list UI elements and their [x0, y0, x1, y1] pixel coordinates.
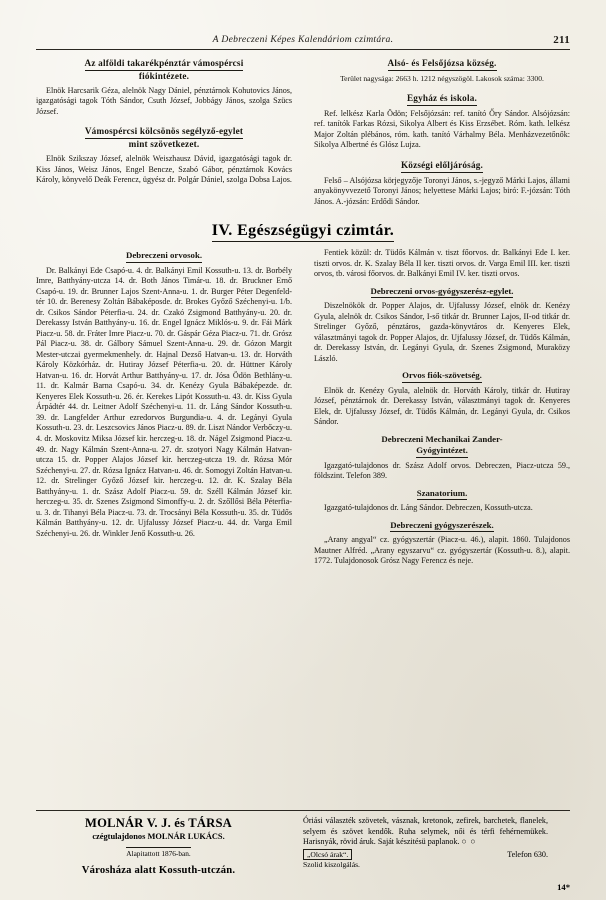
stats-also-felsojozsa: Terület nagysága: 2663 h. 1212 négyszögöl. Lakosok száma: 3300.	[340, 73, 544, 83]
ad-company-block	[36, 816, 292, 876]
heading-zander-line1: Debreczeni Mechanikai Zander-	[381, 433, 503, 444]
heading-vamospercsi-egylet	[36, 126, 292, 151]
body-kozsegi-eloljarosag: Felső – Alsójózsa körjegyzője Toronyi János, s.-jegyző Márki Lajos, állami anyakönyvvezető Toronyi János; helyettese Márki Lajos; biró: F.-józsán: Tóth János. A.-józsán: Erdődi Sándor.	[314, 175, 570, 206]
heading-orvos-gyogyszeresz-egylet-text: Debreczeni orvos-gyógyszerész-egylet.	[371, 286, 514, 298]
left-column-top	[36, 58, 303, 209]
body-egyhaz-iskola: Ref. lelkész Karla Ödön; Felsőjózsán: ref. tanító Őry Sándor. Alsójózsán: ref. tanítók Farkas Rózsi, Sikolya Albert és Kiss Erzsébet. Róm. kath. lelkész Major Zoltán plébános, róm. kath. tanító Várhalmy Béla. Menházvezetőnők: Sikolya Albertné és Glósz Lujza.	[314, 108, 570, 150]
heading-alfoldi-line1: Az alföldi takarékpénztár vámospércsi	[85, 58, 244, 71]
heading-also-felsojozsa-text: Alsó- és Felsőjózsa község.	[388, 58, 497, 71]
heading-egyhaz-iskola-text: Egyház és iskola.	[407, 93, 477, 106]
list-debreczeni-orvosok: Dr. Balkányi Ede Csapó-u. 4. dr. Balkányi Emil Kossuth-u. 13. dr. Borbély Imre, Batthyány-utcza 14. dr. Both János Timár-u. 18. dr. Bruckner Ernő Csapó-u. 19. dr. Brunner Lajos Szent-Anna-u. 1. dr. Burger Péter Degenfeld-tér 10. dr. Berenesy Zoltán Bábaképosde. dr. Brokes Győző Széchenyi-u. 1/b. dr. Csikos Sándor Péterfia-u. 24. dr. Czakó Zsigmond Batthyány-u. 20. dr. Derekassy István Batthyány-u. 16. dr. Engel Ignácz Miklós-u. 9. dr. Fái Márk Piacz-u. 58. dr. Fráter Imre Piacz-u. 70. dr. Gáspár Géza Piacz-u. 71. dr. Grósz Pál Piacz-u. 38. dr. Gálbory Sámuel Szent-Anna-u. 29. dr. Gózon Margit Mester-utczai gyermekmenhely. dr. Hajnal Dezső Hatvan-u. 13. dr. Horváth Károly Közkórház. dr. Hutiray József Péterfia-u. 20. dr. Hüttner Károly Hatvan-u. 16. dr. Horvát Arthur Batthyány-u. 17. dr. Jósa Ödön Bethlány-u. 11. dr. Kalmár Barna Csapó-u. 34. dr. Kenézy Gyula Bábaképezde. dr. Kenyeres Elek Kossuth-u. 26. ér. Kerekes Lipót Kossuth-u. 43. dr. Kiss Gyula Árpádtér 44. dr. Leitner Adolf Széchenyi-u. 11. dr. Láng Sándor Kossuth-u. 39. dr. Langfelder Arthur ezredorvos Burgundia-u. 4. dr. Legányi Gyula Kossuth-u. 23. dr. Leszcsovics János Piacz-u. 89. dr. Liszt Nándor Verbőczy-u. 4. dr. Moskovitz Miksa József kir. herczeg-u. 18. dr. Nágel Zsigmond Piacz-u. 49. dr. Nagy Kálmán Szent-Anna-u. 27. dr. szotyori Nagy Kálmán Hatvan-utcza 15. dr. Popper Alajos József kir. herczeg-utcza 19. dr. Rózsa Mór Széchenyi-u. 27. dr. Rózsa Ignácz Hatvan-u. 46. dr. Somogyi Zoltán Hatvan-u. 12. dr. Strelinger Győző József kir. herczeg-u. 12. dr. K. Szalay Béla Batthyány-u. 1. dr. Szász Adolf Piacz-u. 59. dr. Széll Kálmán József kir. herczeg-u. 35. dr. Szenes Zsigmond Simonffy-u. 2. dr. Szőllősi Béla Péterfia-u. 3. dr. Tihanyi Béla Piacz-u. 73. dr. Trocsányi Béla Kossuth-u. 35. dr. Tüdős Kálmán Batthyány-u. 12. dr. Ujfalussy József Piacz-u. 44. dr. Varga Emil Széchenyi-u. 26. dr. Winkler Jenő Kossuth-u. 26.	[36, 265, 292, 538]
heading-debreczeni-gyogyszereszek-text: Debreczeni gyógyszerészek.	[390, 520, 493, 532]
signature-mark: 14*	[557, 882, 570, 892]
heading-kozsegi-eloljarosag-text: Községi előljáróság.	[401, 160, 483, 173]
right-column-top	[303, 58, 570, 209]
list-debreczeni-orvosok-continued: Fentiek közül: dr. Tüdős Kálmán v. tiszt főorvos. dr. Balkányi Ede I. ker. tiszti orvos. dr. K. Szalay Béla II ker. tiszti orvos. dr. Varga Emil III. ker. tiszti orvos, tb. városi főorvos. dr. Balkányi Emil IV. ker. tiszti orvos.	[314, 248, 570, 279]
heading-szanatorium-text: Szanatorium.	[417, 488, 468, 500]
main-section-title	[36, 222, 570, 242]
heading-zander-gyogyintezet	[314, 434, 570, 458]
header-rule	[36, 49, 570, 50]
ad-price-sub: Szolid kiszolgálás.	[303, 860, 360, 870]
heading-alfoldi-takarekpenztar	[36, 58, 292, 83]
main-two-column-block	[36, 248, 570, 568]
right-column-main	[303, 248, 570, 568]
body-alfoldi-takarekpenztar: Elnök Harcsarik Géza, alelnök Nagy Dániel, pénztárnok Kohutovics János, igazgatósági tagok Tóth Sándor, Csuth József, Jobbágy János, szolga Szücs József.	[36, 85, 292, 116]
heading-alfoldi-line2: fiókintézete.	[138, 70, 190, 81]
heading-debreczeni-orvosok-text: Debreczeni orvosok.	[126, 250, 202, 262]
running-head	[36, 34, 570, 48]
running-head-title: A Debreczeni Képes Kalendáriom czimtára.	[212, 34, 394, 45]
page-number: 211	[553, 34, 570, 46]
ad-phone: Telefon 630.	[507, 849, 548, 859]
ad-founded-year: Alapitattott 1876-ban.	[126, 849, 191, 858]
footer-columns	[36, 816, 570, 876]
heading-vamospercsi-line2: mint szövetkezet.	[128, 139, 200, 150]
ad-price-label: „Olcsó árak“.	[303, 849, 352, 861]
ad-company-name: MOLNÁR V. J. és TÁRSA	[85, 816, 232, 830]
footer-rule	[36, 810, 570, 811]
heading-debreczeni-orvosok	[36, 250, 292, 262]
body-orvos-fiok-szovetseg: Elnök dr. Kenézy Gyula, alelnök dr. Horváth Károly, titkár dr. Hutiray József, pénztárnok dr. Derekassy István, választmányi tagok dr. Kenyeres Elek, dr. Ujfalussy József, dr. Tüdős Kálmán, dr. Legányi Gyula, dr. Csikos Sándor.	[314, 385, 570, 427]
body-orvos-gyogyszeresz-egylet: Diszelnökök dr. Popper Alajos, dr. Ujfalussy József, elnök dr. Kenézy Gyula, alelnök dr. Csikos Sándor, I-ső titkár dr. Brunner Lajos, II-od titkár dr. Strelinger Győző, pénztáros, gazda-könyvtáros dr. Kenyeres Elek, választmányi tagok dr. Popper Alajos, dr. Ujfalussy József, dr. Tüdős Kálmán, dr. Derekassy István, dr. Legányi Gyula, dr. Szenes Zsigmond, Muraközy László.	[314, 301, 570, 363]
heading-also-felsojozsa	[314, 58, 570, 71]
ad-price-row	[303, 849, 548, 861]
heading-zander-line2: Gyógyintézet.	[416, 445, 468, 457]
left-column-main	[36, 248, 303, 568]
heading-orvos-fiok-szovetseg-text: Orvos fiók-szövetség.	[402, 370, 482, 382]
heading-egyhaz-iskola	[314, 93, 570, 106]
top-two-column-block	[36, 58, 570, 209]
ad-price-left	[303, 849, 352, 861]
main-section-title-text: IV. Egészségügyi czimtár.	[212, 222, 394, 242]
heading-debreczeni-gyogyszereszek	[314, 520, 570, 532]
body-zander-gyogyintezet: Igazgató-tulajdonos dr. Szász Adolf orvos. Debreczen, Piacz-utcza 59., földszint. Telefon 389.	[314, 460, 570, 481]
ad-goods-block	[292, 816, 548, 876]
ad-owner-line: czégtulajdonos MOLNÁR LUKÁCS.	[92, 832, 225, 841]
ad-address: Városháza alatt Kossuth-utczán.	[81, 865, 236, 876]
ad-goods-text: Óriási választék szövetek, vásznak, kretonok, zefirek, barchetek, flanelek, selyem és szövet kendők. Ruha selymek, női és térfi fehérnemükek. Harisnyák, rövid áruk. Saját készitésü paplanok.	[303, 816, 548, 847]
body-vamospercsi-egylet: Elnök Szikszay József, alelnök Weiszhausz Dávid, igazgatósági tagok dr. Kiss János, Weisz János, Engel Bencze, Szabó Gábor, pénztárnok Kovács Károly, könyvelő Deák Ferencz, ügyész dr. Polgár Dániel, szolga Dobsa Lajos.	[36, 154, 292, 185]
heading-szanatorium	[314, 488, 570, 500]
ad-dots-left: ○ ○	[461, 837, 477, 847]
body-szanatorium: Igazgató-tulajdonos dr. Láng Sándor. Debreczen, Kossuth-utcza.	[324, 503, 533, 513]
heading-orvos-fiok-szovetseg	[314, 370, 570, 382]
heading-kozsegi-eloljarosag	[314, 160, 570, 173]
heading-orvos-gyogyszeresz-egylet	[314, 286, 570, 298]
footer-advertisement	[36, 810, 570, 876]
heading-vamospercsi-line1: Vámospércsi kölcsönös segélyző-egylet	[85, 126, 243, 139]
page-content	[36, 34, 570, 870]
body-debreczeni-gyogyszereszek: „Arany angyal“ cz. gyógyszertár (Piacz-u. 46.), alapit. 1860. Tulajdonos Mautner Alfréd. „Arany egyszarvu“ cz. gyógyszertár (Kossuth-u. 8.), alapit. 1772. Tulajdonosok Grósz Nagy Ferencz és neje.	[314, 535, 570, 566]
